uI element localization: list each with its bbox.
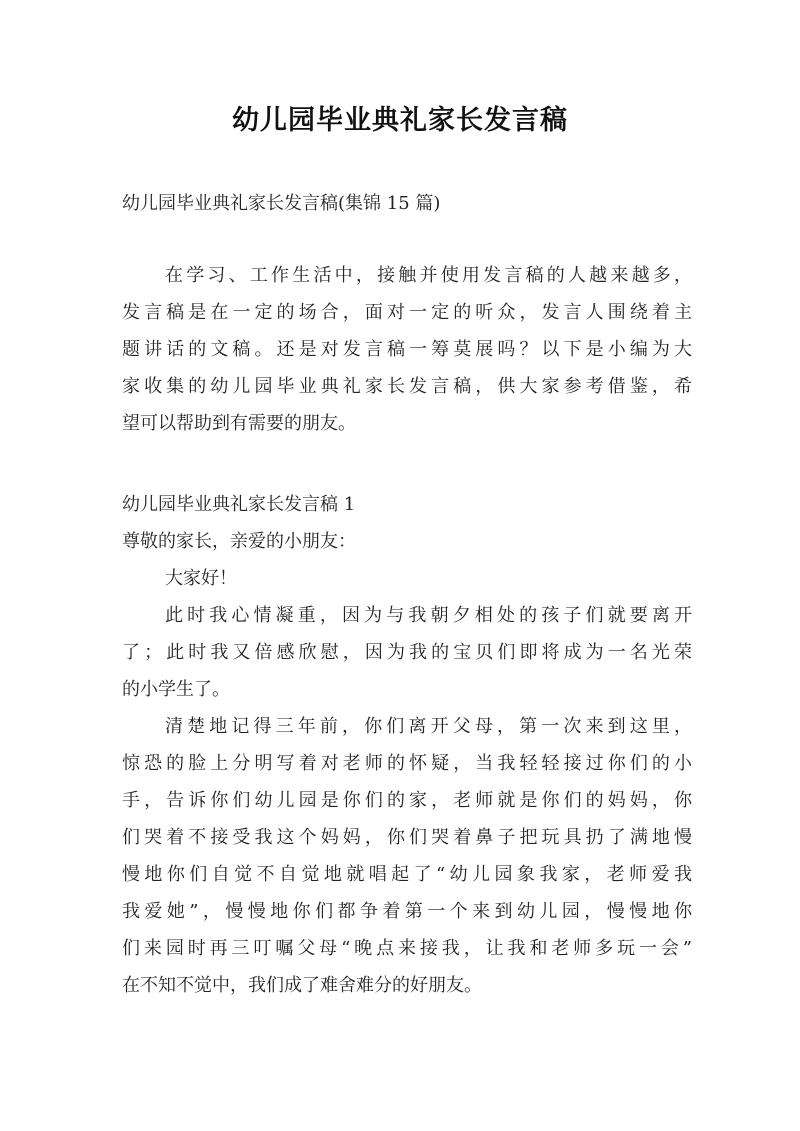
paragraph-line: 们哭着不接受我这个妈妈，你们哭着鼻子把玩具扔了满地慢 <box>122 827 692 848</box>
paragraph-line: 在不知不觉中，我们成了难舍难分的好朋友。 <box>122 975 482 996</box>
paragraph-line: 手，告诉你们幼儿园是你们的家，老师就是你们的妈妈，你 <box>122 790 692 811</box>
paragraph-line: 的小学生了。 <box>122 679 230 700</box>
intro-line: 在学习、工作生活中，接触并使用发言稿的人越来越多， <box>165 265 692 286</box>
intro-line: 望可以帮助到有需要的朋友。 <box>122 413 356 434</box>
document-subtitle: 幼儿园毕业典礼家长发言稿(集锦 15 篇) <box>122 193 441 214</box>
document-title: 幼儿园毕业典礼家长发言稿 <box>232 105 568 136</box>
greeting: 大家好！ <box>165 568 237 589</box>
paragraph-line: 了；此时我又倍感欣慰，因为我的宝贝们即将成为一名光荣 <box>122 642 692 663</box>
intro-line: 题讲话的文稿。还是对发言稿一筹莫展吗？以下是小编为大 <box>122 339 692 360</box>
paragraph-line: 此时我心情凝重，因为与我朝夕相处的孩子们就要离开 <box>165 605 692 626</box>
paragraph-line: 惊恐的脸上分明写着对老师的怀疑，当我轻轻接过你们的小 <box>122 753 692 774</box>
paragraph-line: 清楚地记得三年前，你们离开父母，第一次来到这里， <box>165 716 692 737</box>
section-heading: 幼儿园毕业典礼家长发言稿 1 <box>122 494 356 515</box>
paragraph-line: 我爱她”，慢慢地你们都争着第一个来到幼儿园，慢慢地你 <box>122 901 692 922</box>
salutation: 尊敬的家长，亲爱的小朋友： <box>122 531 356 552</box>
paragraph-line: 们来园时再三叮嘱父母“晚点来接我，让我和老师多玩一会” <box>122 938 692 959</box>
intro-line: 发言稿是在一定的场合，面对一定的听众，发言人围绕着主 <box>122 302 692 323</box>
intro-line: 家收集的幼儿园毕业典礼家长发言稿，供大家参考借鉴，希 <box>122 376 692 397</box>
paragraph-line: 慢地你们自觉不自觉地就唱起了“幼儿园象我家，老师爱我 <box>122 864 692 885</box>
